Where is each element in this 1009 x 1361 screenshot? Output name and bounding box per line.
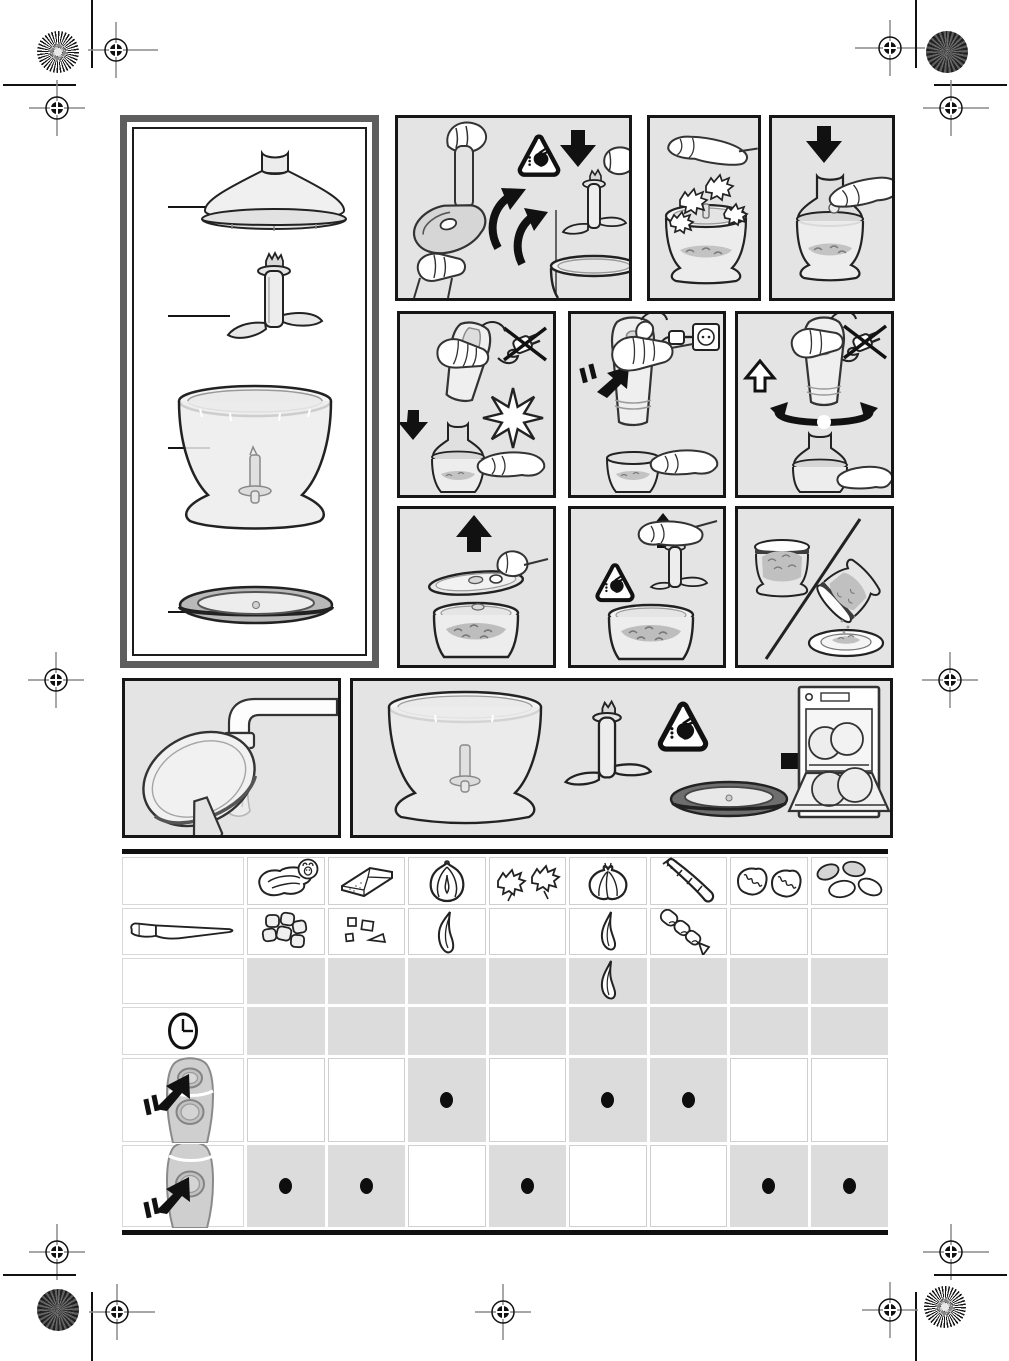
cell-speed-i-parsley xyxy=(489,1058,567,1142)
cell-speed-i-cheese xyxy=(328,1058,406,1142)
registration-mark xyxy=(922,652,978,708)
cell-quantity-almonds xyxy=(811,958,889,1004)
row-label-quantity xyxy=(122,958,244,1004)
base-lid xyxy=(671,782,787,816)
cell-speed-ii-walnuts xyxy=(730,1145,808,1227)
cell-quantity-onion xyxy=(408,958,486,1004)
col-header-cheese xyxy=(328,857,406,905)
cell-quantity-walnuts xyxy=(730,958,808,1004)
step-panel-1 xyxy=(395,115,632,301)
down-arrow-icon xyxy=(806,126,842,163)
clock-icon xyxy=(166,1010,200,1052)
up-arrow-icon xyxy=(456,515,492,552)
cell-time-almonds xyxy=(811,1007,889,1055)
garlic-icon xyxy=(580,857,636,905)
sharp-blade-warning-icon xyxy=(597,565,632,600)
cell-cut-into-pieces-parsley xyxy=(489,908,567,955)
carrot-pieces-icon xyxy=(657,909,719,955)
bowl-with-food xyxy=(434,603,518,657)
col-header-walnuts xyxy=(730,857,808,905)
food-table-grid xyxy=(122,854,888,1230)
parsley-icon xyxy=(490,859,564,903)
registration-mark xyxy=(28,652,84,708)
sharp-blade-warning-icon xyxy=(660,704,705,749)
hollow-up-arrow-icon xyxy=(746,361,774,391)
halftone-disc-mark xyxy=(926,31,968,73)
selection-dot xyxy=(440,1092,453,1108)
cell-speed-i-almonds xyxy=(811,1058,889,1142)
garlic-clove-icon xyxy=(593,957,623,1005)
cell-speed-i-meat xyxy=(247,1058,325,1142)
cell-speed-ii-meat xyxy=(247,1145,325,1227)
onion-icon xyxy=(421,857,473,905)
registration-mark xyxy=(862,1282,918,1338)
cell-cut-into-pieces-onion xyxy=(408,908,486,955)
parts-overview-panel xyxy=(120,115,379,668)
color-wheel-mark xyxy=(924,1286,966,1328)
corner-rule xyxy=(934,1274,1007,1276)
carrot-icon xyxy=(655,855,721,907)
click-starburst-icon xyxy=(483,388,543,448)
bowl-with-food xyxy=(607,452,659,492)
gear-lid-rinsed xyxy=(128,714,280,835)
col-header-meat xyxy=(247,857,325,905)
meat-cubes-icon xyxy=(258,910,314,954)
cell-cut-into-pieces-cheese xyxy=(328,908,406,955)
hold-bowl-hand xyxy=(478,452,545,476)
unplug-warning-icon xyxy=(498,328,546,363)
color-wheel-mark xyxy=(37,31,79,73)
plate xyxy=(809,620,883,656)
registration-mark xyxy=(475,1284,531,1340)
row-label-speed-i xyxy=(122,1058,244,1142)
almonds-icon xyxy=(814,860,884,902)
anti-slip-base-lid-illustration xyxy=(176,581,336,633)
chopper-blade-illustration xyxy=(216,245,331,363)
registration-mark xyxy=(923,80,989,136)
cleaning-panel-dishwasher xyxy=(350,678,893,838)
corner-cell xyxy=(122,857,244,905)
selection-dot xyxy=(279,1178,292,1194)
cell-time-walnuts xyxy=(730,1007,808,1055)
cell-speed-ii-parsley xyxy=(489,1145,567,1227)
chopper-gear-lid-illustration xyxy=(192,145,357,243)
selection-dot xyxy=(360,1178,373,1194)
garlic-clove-icon xyxy=(593,908,623,956)
cell-speed-i-onion xyxy=(408,1058,486,1142)
corner-rule xyxy=(3,1274,76,1276)
blade-guard xyxy=(408,196,491,261)
down-arrow-icon xyxy=(400,410,428,440)
dishwasher-icon xyxy=(789,687,889,817)
speed-button-1-icon xyxy=(143,1057,223,1143)
col-header-carrot xyxy=(650,857,728,905)
food-settings-table xyxy=(122,849,888,1235)
step-panel-4 xyxy=(397,311,556,498)
cell-quantity-parsley xyxy=(489,958,567,1004)
step-panel-6 xyxy=(735,311,894,498)
flat-hand xyxy=(667,132,758,170)
chopper-bowl-illustration xyxy=(170,379,340,544)
cell-cut-into-pieces-walnuts xyxy=(730,908,808,955)
selection-dot xyxy=(762,1178,775,1194)
speed-button-2-icon xyxy=(143,1144,223,1228)
bowl-with-food xyxy=(755,540,809,596)
cell-speed-i-walnuts xyxy=(730,1058,808,1142)
selection-dot xyxy=(521,1178,534,1194)
selection-dot xyxy=(682,1092,695,1108)
blade-unit xyxy=(566,702,651,785)
knife-icon xyxy=(127,918,239,946)
cell-time-parsley xyxy=(489,1007,567,1055)
col-header-almonds xyxy=(811,857,889,905)
row-label-cut-into-pieces xyxy=(122,908,244,955)
pouring-bowl xyxy=(813,556,884,626)
cleaning-panel-rinse xyxy=(122,678,341,838)
cheese-pieces-icon xyxy=(342,914,390,950)
chopper-on-bowl xyxy=(432,424,484,492)
step-panel-9 xyxy=(735,506,894,668)
selection-dot xyxy=(601,1092,614,1108)
registration-mark xyxy=(88,22,158,78)
cell-quantity-carrot xyxy=(650,958,728,1004)
unplug-warning-icon xyxy=(838,326,886,361)
cell-speed-ii-onion xyxy=(408,1145,486,1227)
cell-speed-i-garlic xyxy=(569,1058,647,1142)
bowl-with-food xyxy=(609,605,693,659)
onion-half-icon xyxy=(430,908,464,956)
curved-arrows xyxy=(493,188,548,264)
cell-time-carrot xyxy=(650,1007,728,1055)
step-panel-8 xyxy=(568,506,726,668)
registration-mark xyxy=(923,1224,989,1280)
cell-speed-i-carrot xyxy=(650,1058,728,1142)
cell-cut-into-pieces-meat xyxy=(247,908,325,955)
col-header-onion xyxy=(408,857,486,905)
insert-blade-into-bowl xyxy=(551,130,629,298)
cell-time-cheese xyxy=(328,1007,406,1055)
cell-speed-ii-cheese xyxy=(328,1145,406,1227)
table-bottom-rule xyxy=(122,1230,888,1235)
bowl xyxy=(389,692,541,823)
registration-mark xyxy=(29,80,85,136)
step-panel-2 xyxy=(647,115,761,301)
hold-bowl-hand xyxy=(651,450,718,474)
sharp-blade-warning-icon xyxy=(520,137,558,175)
cell-time-onion xyxy=(408,1007,486,1055)
halftone-disc-mark xyxy=(37,1289,79,1331)
blade-guard-removal xyxy=(408,122,548,298)
corner-rule xyxy=(915,0,917,68)
cell-speed-ii-garlic xyxy=(569,1145,647,1227)
pinch-hand xyxy=(639,521,717,545)
cell-speed-ii-carrot xyxy=(650,1145,728,1227)
cell-cut-into-pieces-carrot xyxy=(650,908,728,955)
down-arrow-icon xyxy=(560,130,596,167)
step-panel-7 xyxy=(397,506,556,668)
cell-cut-into-pieces-garlic xyxy=(569,908,647,955)
row-label-speed-ii xyxy=(122,1145,244,1227)
cell-time-garlic xyxy=(569,1007,647,1055)
col-header-garlic xyxy=(569,857,647,905)
meat-icon xyxy=(252,858,320,904)
cheese-icon xyxy=(334,860,398,902)
selection-dot xyxy=(843,1178,856,1194)
step-panel-5 xyxy=(568,311,726,498)
cell-quantity-garlic xyxy=(569,958,647,1004)
walnuts-icon xyxy=(734,861,804,901)
cell-time-meat xyxy=(247,1007,325,1055)
step-panel-3 xyxy=(769,115,895,301)
registration-mark xyxy=(29,1224,85,1280)
cell-quantity-meat xyxy=(247,958,325,1004)
cell-cut-into-pieces-almonds xyxy=(811,908,889,955)
registration-mark xyxy=(89,1284,155,1340)
blade-unit xyxy=(563,170,626,234)
col-header-parsley xyxy=(489,857,567,905)
cell-speed-ii-almonds xyxy=(811,1145,889,1227)
cell-quantity-cheese xyxy=(328,958,406,1004)
row-label-time xyxy=(122,1007,244,1055)
